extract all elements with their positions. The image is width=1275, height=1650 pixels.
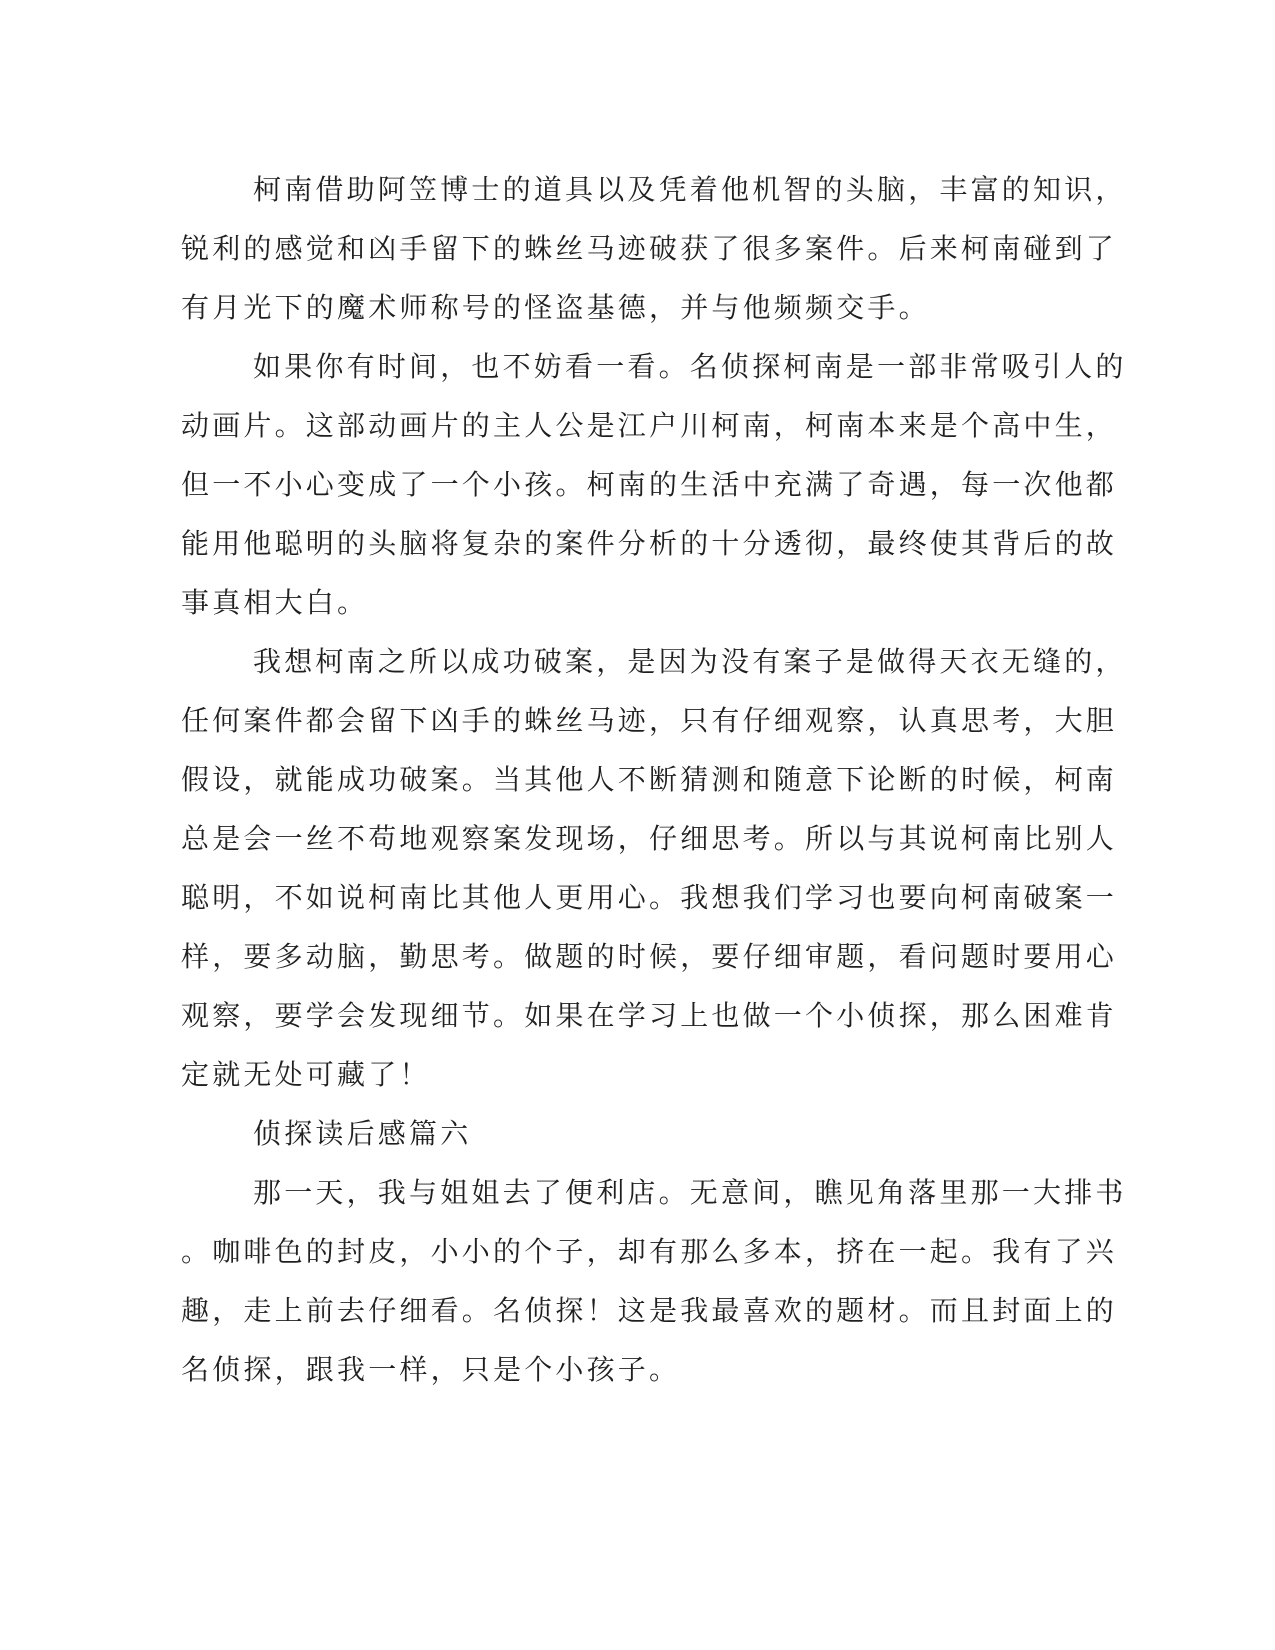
paragraph-line: 定就无处可藏了！ [181,1058,431,1091]
paragraph-line: 有月光下的魔术师称号的怪盗基德，并与他频频交手。 [181,291,930,324]
paragraph-line: 假设，就能成功破案。当其他人不断猜测和随意下论断的时候，柯南 [181,763,1118,796]
section-heading: 侦探读后感篇六 [253,1117,472,1150]
paragraph-line: 事真相大白。 [181,586,369,619]
paragraph-line: 名侦探，跟我一样，只是个小孩子。 [181,1353,681,1386]
paragraph-line: 样，要多动脑，勤思考。做题的时候，要仔细审题，看问题时要用心 [181,940,1118,973]
paragraph-line: 那一天，我与姐姐去了便利店。无意间，瞧见角落里那一大排书 [253,1176,1127,1209]
paragraph-line: 趣，走上前去仔细看。名侦探！这是我最喜欢的题材。而且封面上的 [181,1294,1118,1327]
paragraph-line: 观察，要学会发现细节。如果在学习上也做一个小侦探，那么困难肯 [181,999,1118,1032]
body-text [181,160,1127,1399]
paragraph-line: 聪明，不如说柯南比其他人更用心。我想我们学习也要向柯南破案一 [181,881,1118,914]
paragraph-line: 。咖啡色的封皮，小小的个子，却有那么多本，挤在一起。我有了兴 [181,1235,1118,1268]
paragraph-line: 如果你有时间，也不妨看一看。名侦探柯南是一部非常吸引人的 [253,350,1127,383]
paragraph-line: 但一不小心变成了一个小孩。柯南的生活中充满了奇遇，每一次他都 [181,468,1118,501]
paragraph-line: 任何案件都会留下凶手的蛛丝马迹，只有仔细观察，认真思考，大胆 [181,704,1118,737]
paragraph-line: 锐利的感觉和凶手留下的蛛丝马迹破获了很多案件。后来柯南碰到了 [181,232,1118,265]
paragraph-line: 总是会一丝不苟地观察案发现场，仔细思考。所以与其说柯南比别人 [181,822,1118,855]
paragraph-line: 能用他聪明的头脑将复杂的案件分析的十分透彻，最终使其背后的故 [181,527,1118,560]
paragraph-line: 动画片。这部动画片的主人公是江户川柯南，柯南本来是个高中生， [181,409,1118,442]
paragraph-line: 柯南借助阿笠博士的道具以及凭着他机智的头脑，丰富的知识， [253,173,1127,206]
paragraph-line: 我想柯南之所以成功破案，是因为没有案子是做得天衣无缝的， [253,645,1127,678]
